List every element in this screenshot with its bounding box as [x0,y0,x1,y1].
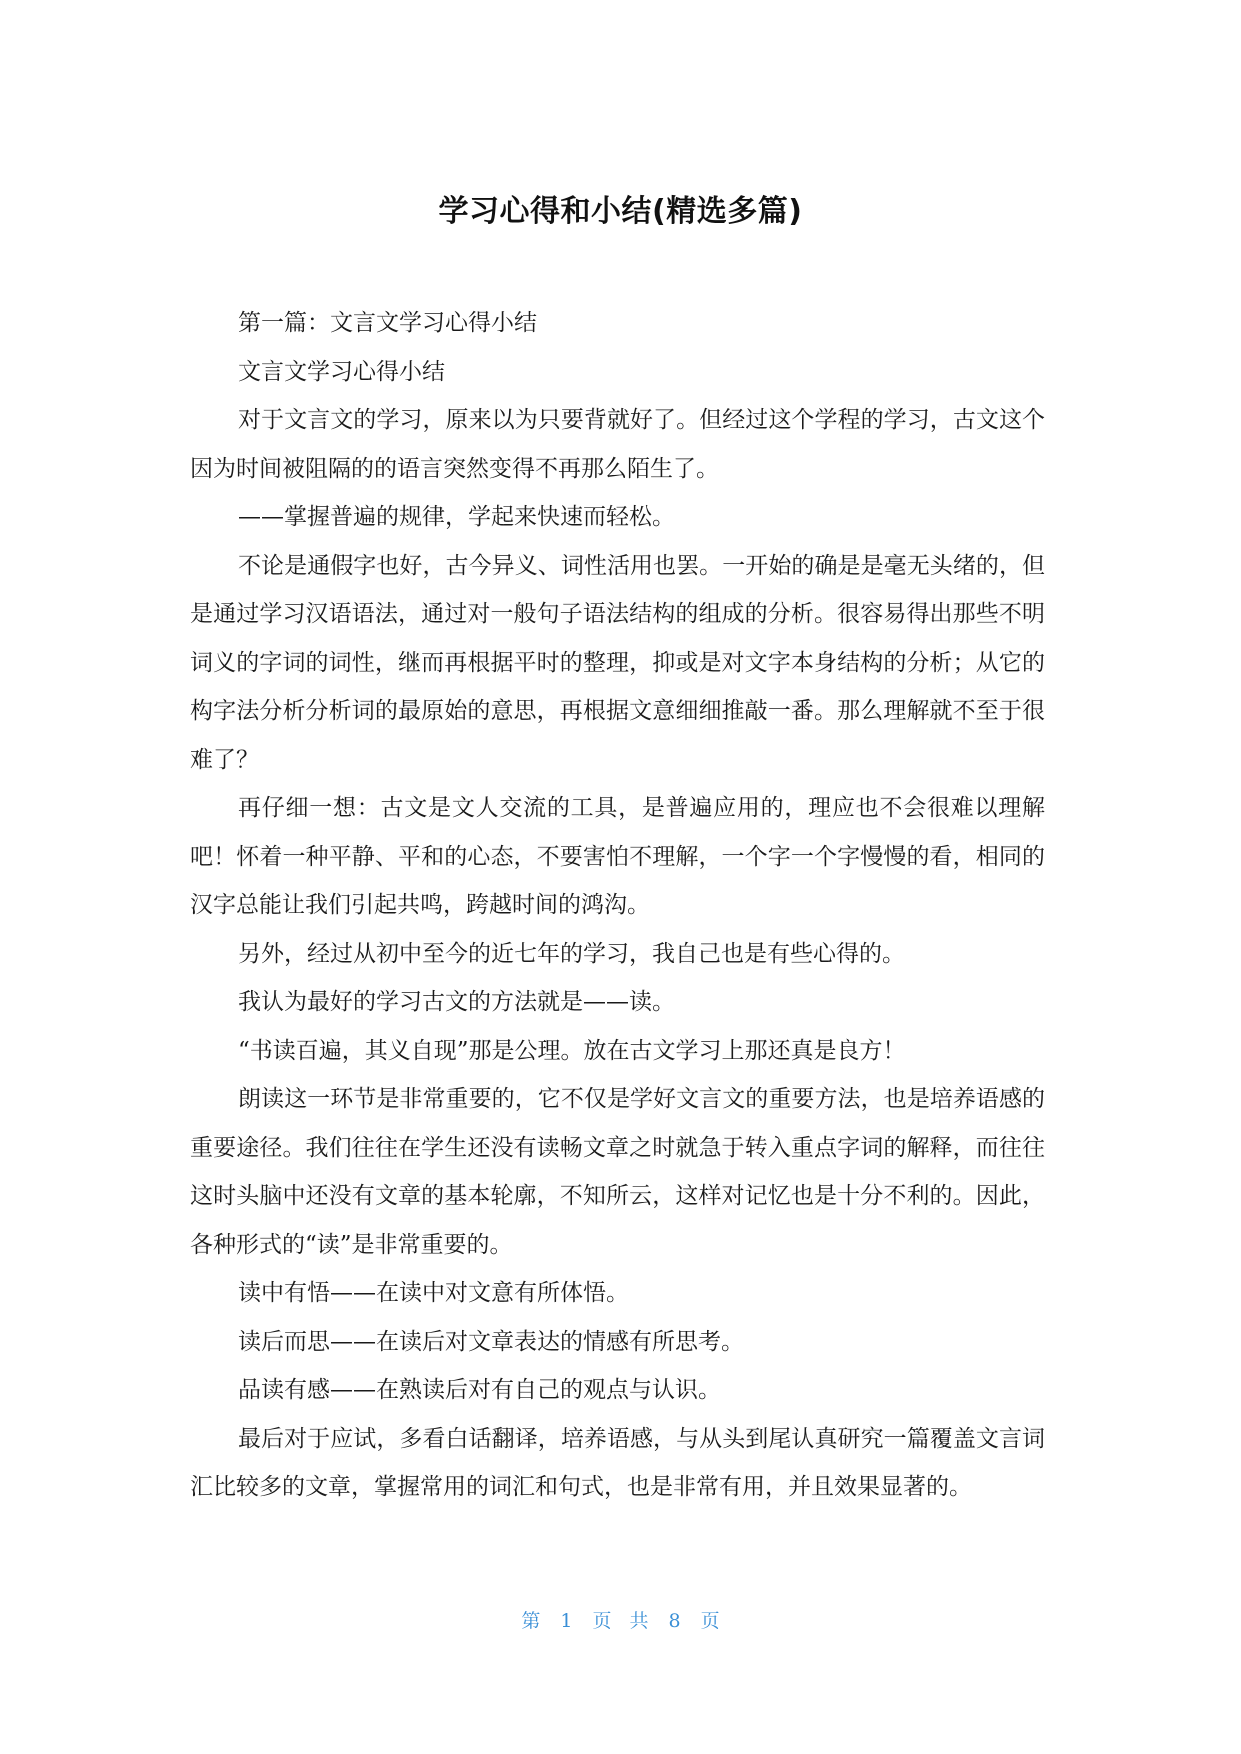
page-footer [0,1608,1241,1634]
paragraph: 读中有悟——在读中对文意有所体悟。 [238,1280,629,1306]
paragraph: 朗读这一环节是非常重要的，它不仅是学好文言文的重要方法，也是培养语感的重要途径。我们往往在学生还没有读畅文章之时就急于转入重点字词的解释，而往往这时头脑中还没有文章的基本轮廓，不知所云，这样对记忆也是十分不利的。因此，各种形式的“读”是非常重要的。 [190,1086,1045,1258]
paragraph: 第一篇：文言文学习心得小结 [238,310,537,336]
footer-total-pages: 8 [668,1610,681,1632]
paragraph: “书读百遍，其义自现”那是公理。放在古文学习上那还真是良方！ [238,1037,906,1064]
paragraph: 文言文学习心得小结 [238,358,445,385]
paragraph: 读后而思——在读后对文章表达的情感有所思考。 [238,1328,744,1355]
paragraph: 我认为最好的学习古文的方法就是——读。 [238,989,675,1015]
paragraph: 品读有感——在熟读后对有自己的观点与认识。 [238,1377,721,1403]
document-body [190,299,1045,1512]
paragraph: 另外，经过从初中至今的近七年的学习，我自己也是有些心得的。 [238,940,905,967]
footer-current-page: 1 [560,1610,573,1632]
paragraph: ——掌握普遍的规律，学起来快速而轻松。 [238,504,675,530]
paragraph: 不论是通假字也好，古今异义、词性活用也罢。一开始的确是是毫无头绪的，但是通过学习汉语语法，通过对一般句子语法结构的组成的分析。很容易得出那些不明词义的字词的词性，继而再根据平时的整理，抑或是对文字本身结构的分析；从它的构字法分析分析词的最原始的意思，再根据文意细细推敲一番。那么理解就不至于很难了？ [190,552,1045,773]
paragraph: 对于文言文的学习，原来以为只要背就好了。但经过这个学程的学习，古文这个因为时间被阻隔的的语言突然变得不再那么陌生了。 [190,407,1045,482]
paragraph: 再仔细一想：古文是文人交流的工具，是普遍应用的，理应也不会很难以理解吧！怀着一种平静、平和的心态，不要害怕不理解，一个字一个字慢慢的看，相同的汉字总能让我们引起共鸣，跨越时间的鸿沟。 [190,795,1045,918]
footer-suffix: 页 [700,1610,720,1632]
footer-prefix: 第 [521,1610,541,1632]
paragraph: 最后对于应试，多看白话翻译，培养语感，与从头到尾认真研究一篇覆盖文言词汇比较多的文章，掌握常用的词汇和句式，也是非常有用，并且效果显著的。 [190,1425,1045,1500]
footer-middle: 页 共 [592,1610,649,1632]
document-title: 学习心得和小结(精选多篇) [438,194,803,229]
